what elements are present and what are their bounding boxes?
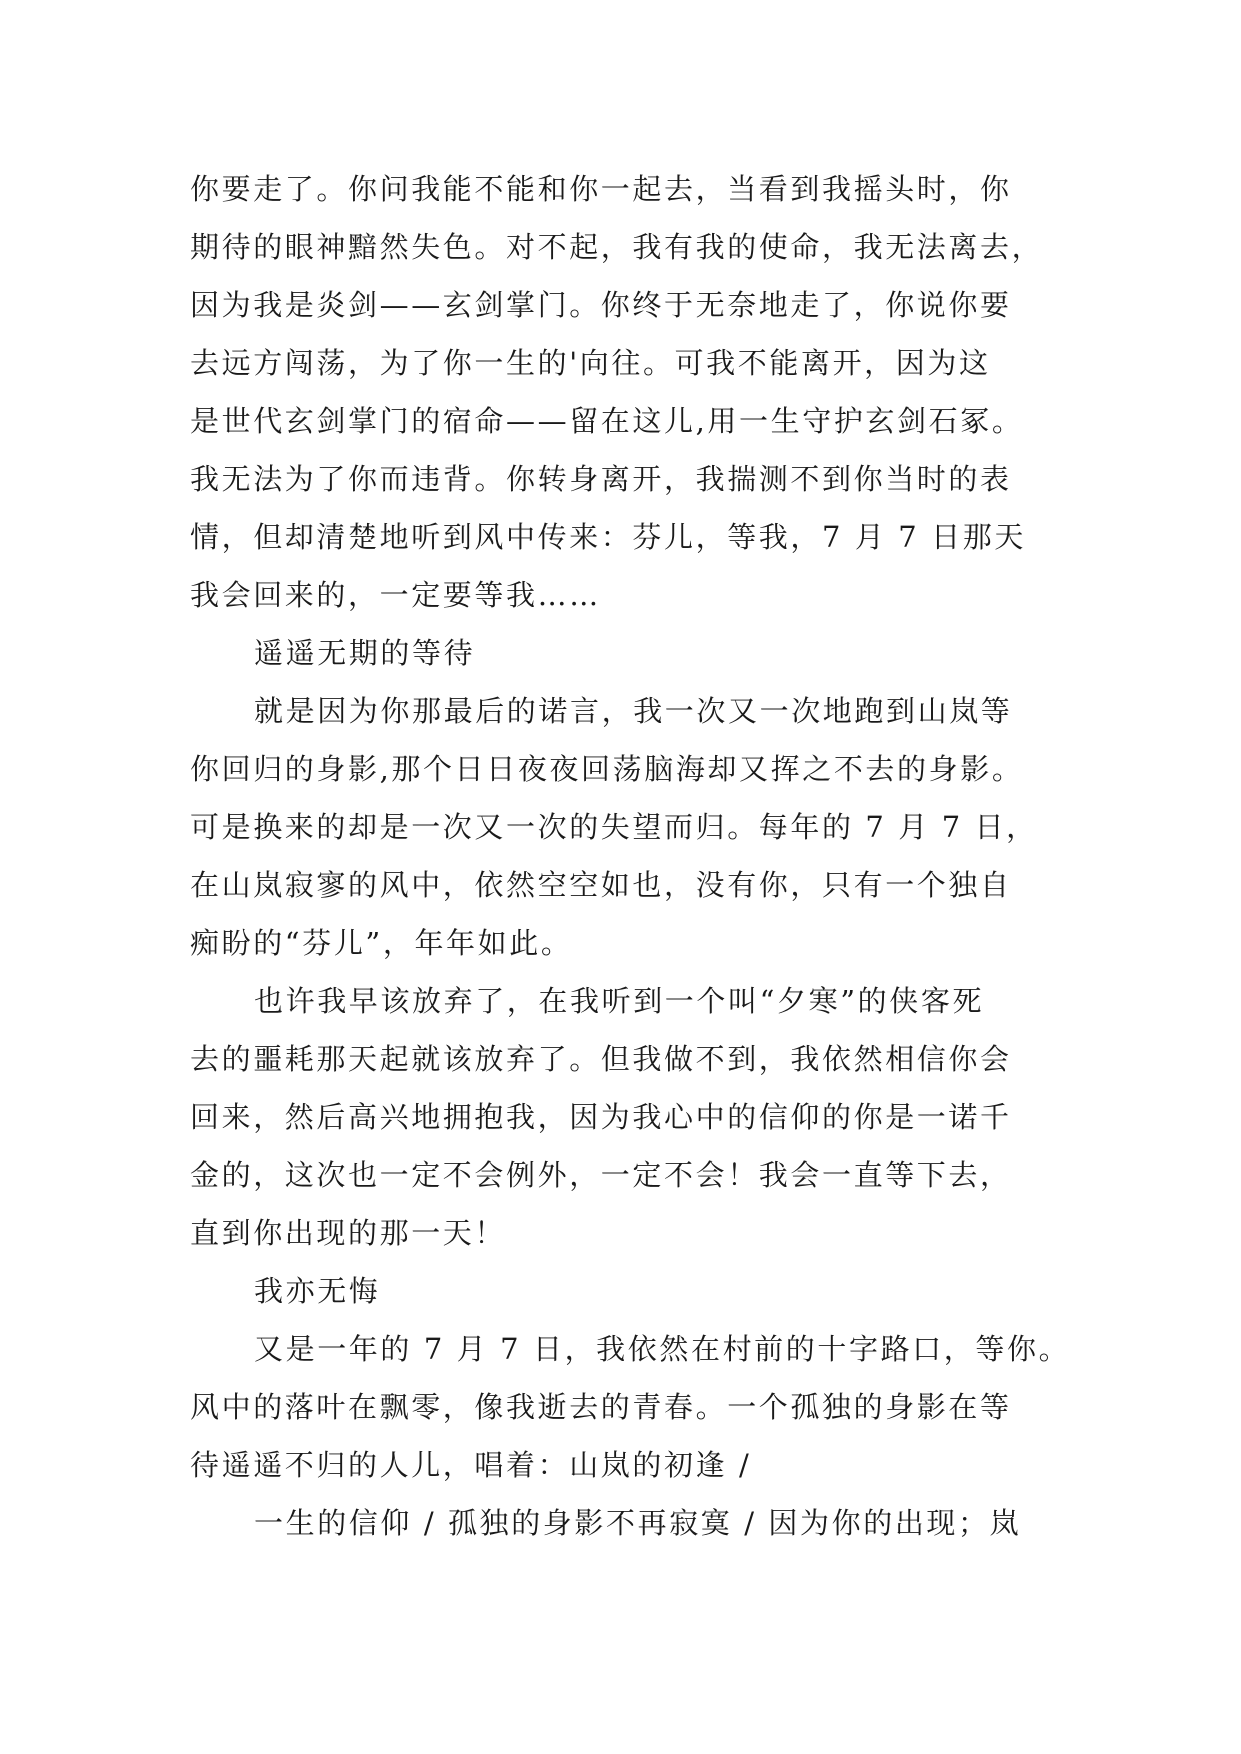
text-line: 回来，然后高兴地拥抱我，因为我心中的信仰的你是一诺千 <box>190 1100 1012 1134</box>
text-line: 可是换来的却是一次又一次的失望而归。每年的 7 月 7 日， <box>190 810 1038 844</box>
text-line: 金的，这次也一定不会例外，一定不会！我会一直等下去， <box>190 1158 1012 1192</box>
text-line: 我会回来的，一定要等我…… <box>190 578 601 612</box>
text-line: 又是一年的 7 月 7 日，我依然在村前的十字路口，等你。 <box>254 1332 1071 1366</box>
text-line: 你回归的身影,那个日日夜夜回荡脑海却又挥之不去的身影。 <box>190 752 1024 786</box>
text-line: 就是因为你那最后的诺言，我一次又一次地跑到山岚等 <box>254 694 1013 728</box>
text-line: 痴盼的“芬儿”，年年如此。 <box>190 926 573 960</box>
text-line: 风中的落叶在飘零，像我逝去的青春。一个孤独的身影在等 <box>190 1390 1012 1424</box>
text-line: 期待的眼神黯然失色。对不起，我有我的使命，我无法离去， <box>190 230 1044 264</box>
document-body <box>190 160 1071 1552</box>
text-line: 待遥遥不归的人儿，唱着：山岚的初逢 / <box>190 1448 752 1482</box>
text-line: 在山岚寂寥的风中，依然空空如也，没有你，只有一个独自 <box>190 868 1012 902</box>
text-line: 直到你出现的那一天！ <box>190 1216 507 1250</box>
text-line: 因为我是炎剑——玄剑掌门。你终于无奈地走了，你说你要 <box>190 288 1012 322</box>
section-heading: 我亦无悔 <box>254 1274 381 1308</box>
section-heading: 遥遥无期的等待 <box>254 636 476 670</box>
text-line: 我无法为了你而违背。你转身离开，我揣测不到你当时的表 <box>190 462 1012 496</box>
text-line: 你要走了。你问我能不能和你一起去，当看到我摇头时，你 <box>190 172 1012 206</box>
text-line: 一生的信仰 / 孤独的身影不再寂寞 / 因为你的出现；岚 <box>254 1506 1022 1540</box>
text-line: 情，但却清楚地听到风中传来：芬儿，等我，7 月 7 日那天 <box>190 520 1026 554</box>
text-line: 去的噩耗那天起就该放弃了。但我做不到，我依然相信你会 <box>190 1042 1012 1076</box>
text-line: 是世代玄剑掌门的宿命——留在这儿,用一生守护玄剑石冢。 <box>190 404 1024 438</box>
text-line: 去远方闯荡，为了你一生的'向往。可我不能离开，因为这 <box>190 346 991 380</box>
text-line: 也许我早该放弃了，在我听到一个叫“夕寒”的侠客死 <box>254 984 985 1018</box>
